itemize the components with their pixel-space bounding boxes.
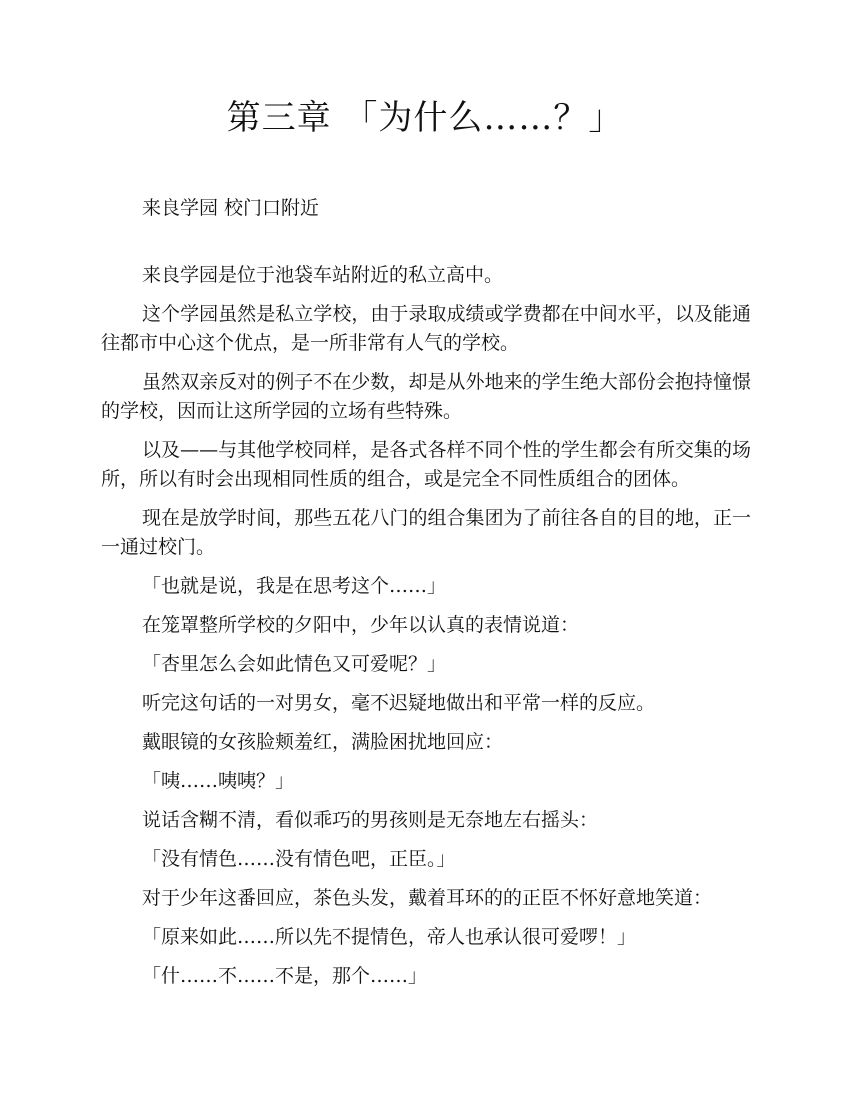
- body-text: [101, 261, 751, 1001]
- paragraph: 虽然双亲反对的例子不在少数，却是从外地来的学生绝大部份会抱持憧憬的学校，因而让这所学园的立场有些特殊。: [101, 371, 751, 422]
- dialogue-line: 「没有情色……没有情色吧，正臣。」: [142, 848, 456, 870]
- paragraph: 听完这句话的一对男女，毫不迟疑地做出和平常一样的反应。: [142, 692, 656, 714]
- paragraph: 以及——与其他学校同样，是各式各样不同个性的学生都会有所交集的场所，所以有时会出现相同性质的组合，或是完全不同性质组合的团体。: [101, 439, 751, 490]
- paragraph: 说话含糊不清，看似乖巧的男孩则是无奈地左右摇头：: [142, 809, 599, 831]
- dialogue-line: 「杏里怎么会如此情色又可爱呢？」: [142, 653, 447, 675]
- scene-location: 来良学园 校门口附近: [142, 197, 320, 219]
- paragraph: 这个学园虽然是私立学校，由于录取成绩或学费都在中间水平，以及能通往都市中心这个优点，是一所非常有人气的学校。: [101, 303, 751, 354]
- paragraph: 来良学园是位于池袋车站附近的私立高中。: [142, 264, 504, 286]
- paragraph: 戴眼镜的女孩脸颊羞红，满脸困扰地回应：: [142, 731, 504, 753]
- dialogue-line: 「什……不……不是，那个……」: [142, 965, 428, 987]
- chapter-title: 第三章 「为什么……？」: [226, 98, 624, 138]
- dialogue-line: 「咦……咦咦？」: [142, 770, 295, 792]
- dialogue-line: 「原来如此……所以先不提情色，帝人也承认很可爱啰！」: [142, 926, 637, 948]
- paragraph: 现在是放学时间，那些五花八门的组合集团为了前往各自的目的地，正一一通过校门。: [101, 507, 751, 558]
- paragraph: 在笼罩整所学校的夕阳中，少年以认真的表情说道：: [142, 614, 580, 636]
- paragraph: 对于少年这番回应，茶色头发，戴着耳环的的正臣不怀好意地笑道：: [142, 887, 713, 909]
- dialogue-line: 「也就是说，我是在思考这个……」: [142, 575, 447, 597]
